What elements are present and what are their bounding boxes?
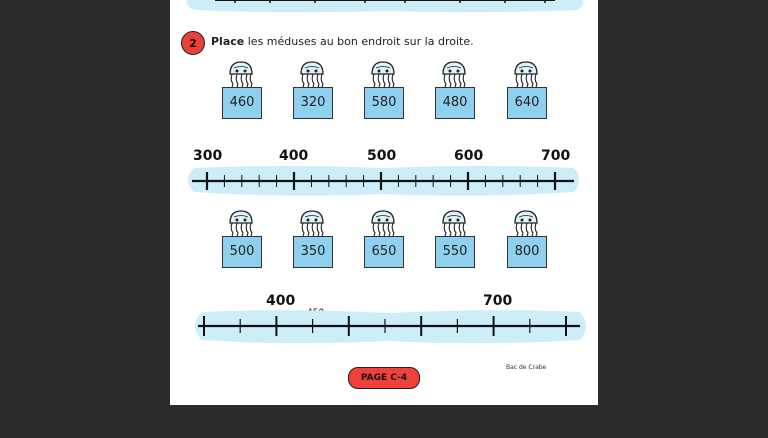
jellyfish-number-card[interactable]: 460 (222, 87, 262, 119)
jellyfish-number-card[interactable]: 320 (293, 87, 333, 119)
previous-number-line (185, 0, 585, 14)
line1-label-500: 500 (367, 148, 397, 164)
line1-label-400: 400 (279, 148, 309, 164)
exercise-instruction (211, 35, 474, 48)
jellyfish-number-card[interactable]: 550 (435, 236, 475, 268)
line1-label-700: 700 (541, 148, 571, 164)
jellyfish-number-card[interactable]: 800 (507, 236, 547, 268)
jellyfish-number-card[interactable]: 650 (364, 236, 404, 268)
exercise-number-badge: 2 (181, 31, 205, 55)
line2-label-700: 700 (483, 293, 513, 309)
number-line-2 (188, 308, 590, 346)
line2-label-400: 400 (266, 293, 296, 309)
line1-label-300: 300 (193, 148, 223, 164)
jellyfish-number-card[interactable]: 350 (293, 236, 333, 268)
jellyfish-number-card[interactable]: 480 (435, 87, 475, 119)
line1-label-600: 600 (454, 148, 484, 164)
number-line-1 (182, 164, 584, 200)
jellyfish-number-card[interactable]: 580 (364, 87, 404, 119)
jellyfish-number-card[interactable]: 500 (222, 236, 262, 268)
page-number-badge: PAGE C-4 (348, 367, 420, 389)
instruction-text: les méduses au bon endroit sur la droite. (247, 35, 474, 48)
instruction-verb: Place (211, 35, 245, 48)
publisher-credit: Bac de Crabe (506, 364, 547, 371)
jellyfish-number-card[interactable]: 640 (507, 87, 547, 119)
